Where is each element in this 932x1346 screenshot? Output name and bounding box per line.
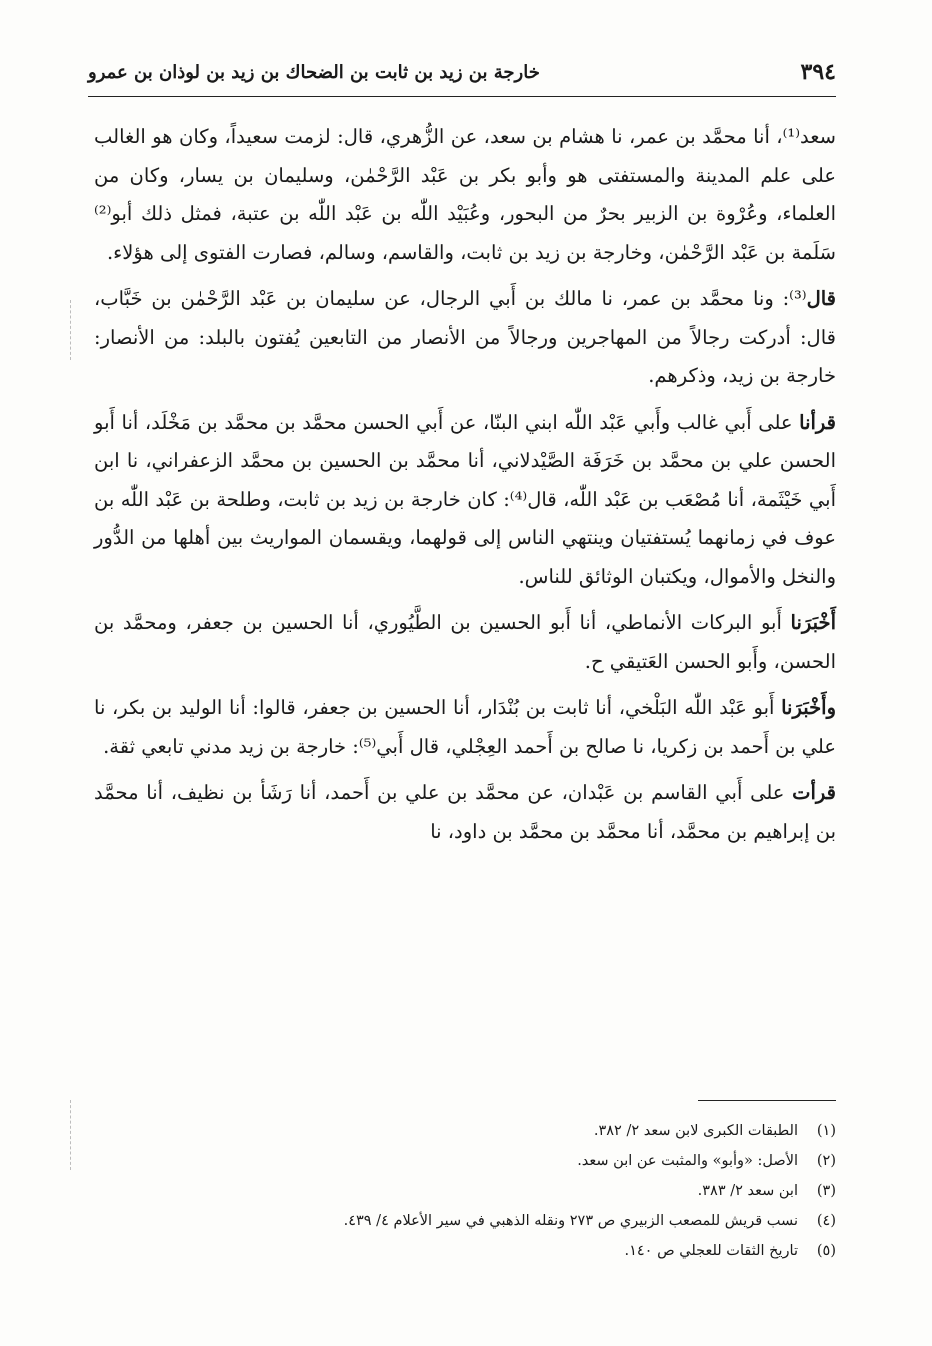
footnote [120,1236,836,1266]
paragraph [94,404,836,597]
footnote-text: نسب قريش للمصعب الزبيري ص ٢٧٣ ونقله الذهبي في سير الأعلام ٤/ ٤٣٩. [343,1213,798,1229]
footnote-text: الأصل: «وأبو» والمثبت عن ابن سعد. [577,1153,798,1169]
scan-margin-line [70,300,71,360]
footnote [120,1116,836,1146]
paragraph-text: أَبو البركات الأنماطي، أنا أَبو الحسين بن الطَّيُوري، أنا الحسين بن جعفر، ومحمَّد بن الحسن، وأَبو الحسن العَتيقي ح. [94,611,836,673]
footnotes [120,1116,836,1266]
main-text [94,118,836,859]
paragraph-text: على أَبي غالب وأَبي عَبْد اللّٰه ابني البنّا، عن أَبي الحسن محمَّد بن محمَّد بن مَخْلَد، أنا أَبو الحسن علي بن محمَّد بن خَرَفَة الصَّيْدلاني، أنا محمَّد بن الحسين بن محمَّد الزعفراني، نا ابن أَبي خَيْثَمة، أنا مُصْعَب بن عَبْد اللّٰه، قال⁽⁴⁾: كان خارجة بن زيد بن ثابت، وطلحة بن عَبْد اللّٰه بن عوف في زمانهما يُستفتيان وينتهي الناس إلى قولهما، ويقسمان المواريث بين أهلها من الدُّور والنخل والأموال، ويكتبان الوثائق للناس. [94,410,836,588]
footnote-text: تاريخ الثقات للعجلي ص ١٤٠. [624,1243,798,1259]
footnote-number: (٤) [816,1213,836,1229]
footnote-number: (١) [816,1123,836,1139]
footnote [120,1206,836,1236]
paragraph [94,774,836,851]
footnote [120,1176,836,1206]
paragraph-lead: قرأنا [799,410,836,434]
page-number: ٣٩٤ [800,59,836,85]
scan-margin-line [70,1100,71,1170]
paragraph [94,280,836,396]
footnote-number: (٣) [816,1183,836,1199]
paragraph-text: على أَبي القاسم بن عَبْدان، عن محمَّد بن علي بن أَحمد، أنا رَشَأ بن نظيف، أنا محمَّد بن إبراهيم بن محمَّد، أنا محمَّد بن محمَّد بن داود، نا [94,781,836,843]
footnote-text: ابن سعد ٢/ ٣٨٣. [697,1183,798,1199]
paragraph-text: أَبو عَبْد اللّٰه البَلْخي، أنا ثابت بن بُنْدَار، أنا الحسين بن جعفر، قالوا: أنا الوليد بن بكر، نا علي بن أَحمد بن زكريا، نا صالح بن أَحمد العِجْلي، قال أَبي⁽⁵⁾: خارجة بن زيد مدني تابعي ثقة. [94,696,836,758]
paragraph-lead: وأَخْبَرَنا [781,696,836,719]
paragraph-lead: قرأت [792,781,836,804]
paragraph-lead: أَخْبَرَنا [790,611,836,634]
footnote-text: الطبقات الكبرى لابن سعد ٢/ ٣٨٢. [593,1123,798,1139]
paragraph-lead: قال [806,287,836,310]
paragraph [94,689,836,766]
paragraph [94,118,836,272]
footnote-number: (٢) [816,1153,836,1169]
footnote [120,1146,836,1176]
paragraph-text: ⁽³⁾: ونا محمَّد بن عمر، نا مالك بن أَبي الرجال، عن سليمان بن عَبْد الرَّحْمٰن بن خَبَّاب، قال: أدركت رجالاً من المهاجرين ورجالاً من الأنصار من التابعين يُفتون بالبلد: من الأنصار: خارجة بن زيد، وذكرهم. [94,287,836,387]
footnote-number: (٥) [816,1243,836,1259]
running-header [88,52,836,92]
paragraph-text: سعد⁽¹⁾، أنا محمَّد بن عمر، نا هشام بن سعد، عن الزُّهري، قال: لزمت سعيداً، وكان هو الغالب على علم المدينة والمستفتى هو وأبو بكر بن عَبْد الرَّحْمٰن، وسليمان بن يسار، وكان من العلماء، وعُرْوة بن الزبير بحرٌ من البحور، وعُبَيْد اللّٰه بن عَبْد اللّٰه بن عتبة، فمثل ذلك أبو⁽²⁾ سَلَمة بن عَبْد الرَّحْمٰن، وخارجة بن زيد بن ثابت، والقاسم، وسالم، فصارت الفتوى إلى هؤلاء. [94,125,836,264]
footnote-rule [698,1100,836,1101]
paragraph [94,604,836,681]
header-rule [88,96,836,97]
running-title: خارجة بن زيد بن ثابت بن الضحاك بن زيد بن لوذان بن عمرو [88,61,540,83]
